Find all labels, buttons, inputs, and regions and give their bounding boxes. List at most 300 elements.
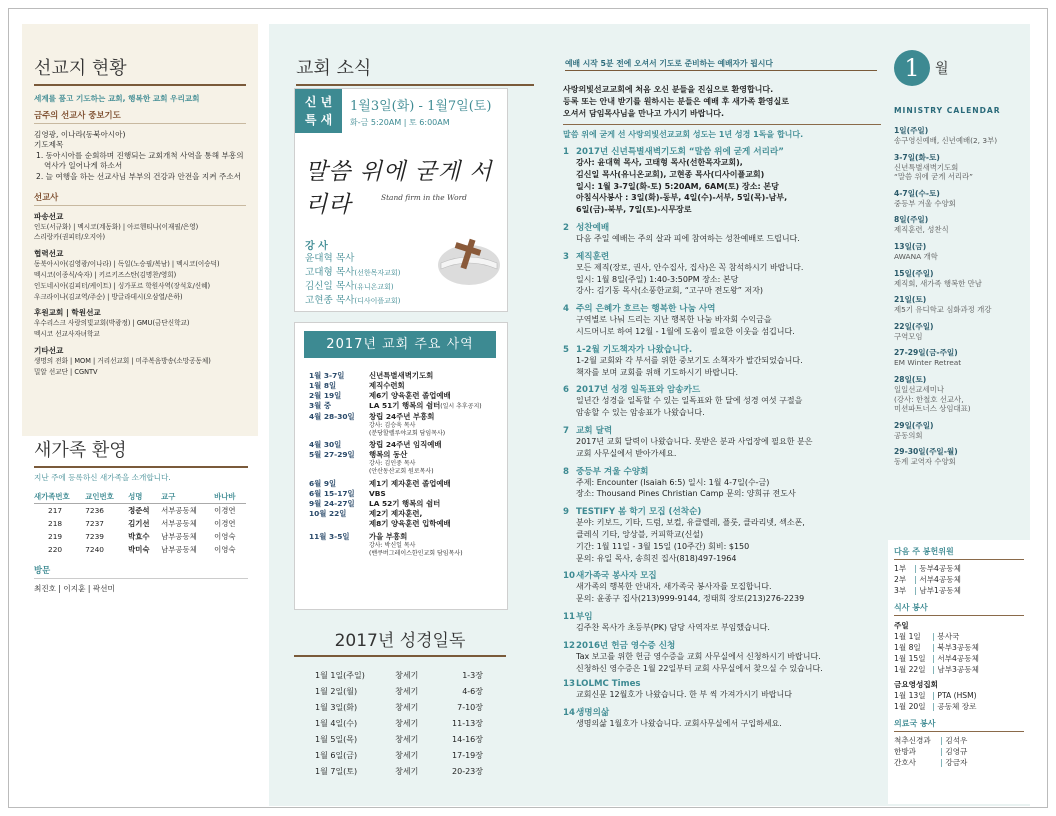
news-item-num: 12 [563,640,575,651]
group-line: 멕시코 선교사자녀학교 [34,330,100,339]
news-line: 교회 사무실에서 받아가세요. [576,448,677,458]
meal-row: 1월 13일 | PTA (HSM) [894,691,977,700]
medical-dept: 척추신경과 [894,736,931,745]
news-item-num: 3 [563,251,569,262]
event-sub: (일시 추후공지) [440,403,482,410]
table-header: 교구 [161,491,176,501]
news-item-title [563,145,881,157]
event-text: 가을 부흥회 [369,532,408,541]
news-item-heading: 부임 [576,611,593,622]
bible-cross-illustration [435,229,501,291]
calendar-date: 27-29일(금-주일) [894,348,958,358]
news-line: 책자를 보며 교회를 위해 기도하시기 바랍니다. [576,367,739,377]
missions-panel [22,24,258,436]
event-text: 신년특별새벽기도회 [369,371,434,380]
news-item-body [563,436,881,460]
calendar-desc: 송구영신예배, 신년예배(2, 3부) [894,136,998,145]
reading-chapters: 4-6장 [462,686,483,696]
reading-row [314,667,484,683]
table-row [34,530,246,543]
bible-reading-table [314,667,484,779]
calendar-date: 29일(주일) [894,420,934,430]
event-row [309,412,499,438]
table-cell: 서부공동체 [161,518,197,528]
table-cell: 김기선 [128,518,150,528]
reading-date: 1월 4일(수) [315,718,358,728]
meal-title: 식사 봉사 [894,602,1024,616]
calendar-desc: 동계 교역자 수양회 [894,457,956,467]
speaker-church: (디사이플교회) [354,297,401,305]
usher-service: 3부 [894,586,907,595]
calendar-desc: 일일선교세미나 (강사: 한철호 선교사, 미션파트너스 상임대표) [894,384,971,414]
medical-person: 강금자 [945,758,968,767]
reading-book: 창세기 [395,718,419,728]
news-item-num: 2 [563,222,569,233]
newcomers-title: 새가족 환영 [34,440,127,461]
news-item-body [563,314,881,338]
reading-chapters: 17-19장 [452,750,483,760]
news-item-title [563,383,881,395]
calendar-desc: 제직훈련, 성찬식 [894,225,949,235]
reading-row [314,747,484,763]
ministry-calendar [894,50,1034,467]
reading-book: 창세기 [395,670,419,680]
group-line: 밀알 선교단 | CGNTV [34,367,98,376]
news-line: 다음 주일 예배는 주의 살과 피에 참여하는 성찬예배로 드립니다. [576,233,800,243]
news-list [563,84,881,730]
revival-times: 화-금 5:20AM | 토 6:00AM [350,118,450,127]
event-date: 5월 27-29일 [309,450,355,459]
event-row [309,401,499,412]
news-item-num: 10 [563,571,575,582]
reading-book: 창세기 [395,766,419,776]
speaker-entry [305,294,400,308]
usher-row: 1부 | 동부4공동체 [894,564,961,573]
event-text: VBS [369,489,386,498]
revival-dates [350,95,491,114]
calendar-title: MINISTRY CALENDAR [894,106,1001,115]
calendar-date: 15일(주일) [894,268,934,278]
newcomers-table [34,490,246,556]
table-cell: 219 [48,531,63,541]
meal-sunday-list [894,631,1024,675]
news-intro-line: 등록 또는 안내 받기를 원하시는 분들은 예배 후 새가족 환영실로 [563,97,789,106]
news-header-rule [565,70,877,71]
meal-date: 1월 1일 [894,632,921,641]
revival-date-sep: - [418,99,423,114]
meal-row: 1월 8일 | 북부3공동체 [894,643,979,652]
event-text: 제8기 양육훈련 입학예배 [369,519,451,528]
usher-row: 2부 | 서부4공동체 [894,575,961,584]
table-row [34,503,246,517]
reading-date: 1월 5일(목) [315,734,358,744]
reading-chapters: 7-10장 [457,702,483,712]
news-item-heading: 주의 은혜가 흐르는 행복한 나눔 사역 [576,304,716,315]
news-item-title [563,343,881,355]
news-line: 일시: 1월 8일(주일) 1:40-3:50PM 장소: 본당 [576,274,739,284]
reading-book: 창세기 [395,702,419,712]
usher-row: 3부 | 남부1공동체 [894,586,961,595]
year-events-box [294,322,508,610]
meal-row: 1월 20일 | 공동체 장로 [894,702,977,711]
news-intro-rule [563,124,881,125]
news-item-body [563,262,881,297]
news-line: 6일(금)-북부, 7일(토)-시무장로 [576,205,692,215]
news-item-num: 5 [563,344,569,355]
event-row [309,519,499,529]
event-row [309,371,499,381]
news-item-num: 1 [563,147,569,157]
event-text: LA 52기 행복의 쉼터 [369,499,441,508]
table-cell: 남부공동체 [161,531,197,541]
year-events-list [309,371,499,558]
event-row [309,509,499,519]
reading-book: 창세기 [395,686,419,696]
news-line: 2017년 교회 달력이 나왔습니다. 못받은 분과 사업장에 필요한 분은 [576,436,813,446]
newcomers-title-rule [34,466,248,468]
group-label: 파송선교 [34,211,64,221]
missions-title: 선교지 현황 [34,58,127,79]
usher-group: 동부4공동체 [919,564,961,573]
calendar-desc: AWANA 개학 [894,251,938,261]
news-item-heading: 생명의삶 [576,708,610,719]
medical-title: 의료국 봉사 [894,718,1024,732]
news-item-title [563,679,881,689]
revival-poster [294,88,508,312]
news-line: 주제: Encounter (Isaiah 6:5) 일시: 1월 4-7일(수-금) [576,477,770,487]
news-motto: 말씀 위에 굳게 선 사랑의빛선교교회 성도는 1년 성경 1독을 합니다. [563,130,804,139]
meal-friday-list [894,690,1024,712]
news-line: 시드머니로 하여 12월 - 1월에 도움이 필요한 이웃을 섬깁니다. [576,326,795,336]
news-line: 문의: 유일 목사, 송희진 집사(818)497-1964 [576,553,737,563]
meal-date: 1월 8일 [894,643,921,652]
meal-date: 1월 22일 [894,665,926,674]
news-item-title [563,706,881,718]
news-intro [563,84,881,120]
calendar-desc: EM Winter Retreat [894,358,962,368]
news-line: 문의: 윤종구 집사(213)999-9144, 정태희 장로(213)276-2239 [576,594,805,604]
event-date: 9월 24-27일 [309,499,355,508]
event-date: 11월 3-5일 [309,532,350,541]
news-item-body [563,581,881,605]
event-date: 10월 22일 [309,509,347,518]
table-cell: 이경연 [214,518,236,528]
reading-row [314,763,484,779]
focus-missionary-name: 김영광, 이나라(동북아시아) [34,129,126,139]
news-line: 김신일 목사(유니온교회), 고현종 목사(디사이플교회) [576,169,765,179]
event-text: 제직수련회 [369,381,405,390]
event-text: 행복의 동산 [369,450,408,459]
medical-list [894,735,1024,768]
table-cell: 이경연 [214,505,236,515]
event-sub: 강사: 김인중 목사 (안산동산교회 원로목사) [369,460,434,475]
meal-row: 1월 1일 | 봉사국 [894,632,960,641]
news-item-heading: 2016년 헌금 영수증 신청 [576,640,676,651]
news-item-body [563,651,881,675]
event-date: 4월 28-30일 [309,412,355,421]
table-cell: 남부공동체 [161,544,197,554]
news-intro-line: 오셔서 담임목사님을 만나고 가시기 바랍니다. [563,109,725,118]
news-item-num: 4 [563,304,569,315]
news-item-title [563,569,881,581]
medical-person: 김석우 [945,736,968,745]
event-sub: 강사: 김승욱 목사 (분당할렐루야교회 담임목사) [369,422,446,437]
prayer-item: 1. 동아시아를 순회하며 진행되는 교회개척 사역을 통해 부흥의 역사가 일어나게 하소서 [36,150,244,171]
news-item-heading: LOLMC Times [576,679,641,690]
revival-date-end: 1월7일(토) [427,99,492,114]
news-item-body [563,233,881,245]
news-item-title [563,424,881,436]
reading-book: 창세기 [395,750,419,760]
reading-date: 1월 1일(주일) [315,670,365,680]
news-item-heading: 제직훈련 [576,251,610,262]
focus-prayer-header: 금주의 선교사 중보기도 [34,109,246,124]
revival-badge-line2: 특 새 [304,113,333,127]
news-line: 아침식사봉사 : 3일(화)-동부, 4일(수)-서부, 5일(목)-남부, [576,193,788,203]
calendar-desc: 제직회, 새가족 행복한 만남 [894,278,982,288]
news-line: 김주찬 목사가 초등부(PK) 담당 사역자로 부임했습니다. [576,622,770,632]
table-cell: 7236 [85,505,104,515]
news-item-num: 11 [563,611,575,622]
calendar-month-suffix: 월 [935,61,949,77]
revival-badge [295,89,342,133]
event-text: 제6기 양육훈련 졸업예배 [369,391,451,400]
news-item-title [563,505,881,517]
bible-reading-block [294,626,506,779]
news-item-body [563,689,881,701]
speaker-entry [305,266,400,280]
event-date: 4월 30일 [309,440,342,449]
event-date [309,519,369,529]
calendar-desc: 중등부 겨울 수양회 [894,198,956,208]
event-row [309,479,499,489]
event-sub: 강사: 박신일 목사 (밴쿠버그레이스한인교회 담임목사) [369,542,463,557]
event-row [309,499,499,509]
service-inner [894,546,1024,768]
revival-speakers-label: 강 사 [305,241,328,252]
meal-sunday-label: 주일 [894,621,909,630]
news-item-body [563,622,881,634]
usher-group: 서부4공동체 [919,575,961,584]
prayer-item: 2. 늘 여행을 하는 선교사님 부부의 건강과 안전을 지켜 주소서 [36,171,242,181]
meal-date: 1월 15일 [894,654,926,663]
speaker-entry [305,280,400,294]
news-item-heading: 2017년 성경 일독표와 암송카드 [576,385,701,396]
event-row [309,450,499,476]
news-line: 일시: 1월 3-7일(화-토) 5:20AM, 6AM(토) 장소: 본당 [576,181,779,191]
reading-row [314,715,484,731]
prayer-label: 기도제목 [34,140,64,150]
group-line: 우수리스크 사랑의빛교회(박광정) | GMU(금단신학교) [34,319,190,328]
table-cell: 220 [48,544,63,554]
bible-reading-title: 2017년 성경일독 [334,631,466,651]
table-cell: 이영숙 [214,531,236,541]
event-text: LA 51기 행복의 쉼터 [369,401,441,410]
news-line: 강사: 윤대혁 목사, 고태형 목사(선한목자교회), [576,158,743,167]
table-cell: 218 [48,518,63,528]
news-item-heading: TESTIFY 봄 학기 모집 (선착순) [576,507,702,518]
table-cell: 217 [48,505,63,515]
news-line: 모든 제직(장로, 권사, 안수집사, 집사)은 꼭 참석하시기 바랍니다. [576,262,804,272]
news-item-heading: 새가족국 봉사자 모집 [576,571,657,582]
calendar-month-circle: 1 [894,50,930,86]
medical-row: 척추신경과 | 김석우 [894,736,968,745]
event-row [309,440,499,450]
news-item-title [563,639,881,651]
usher-title: 다음 주 봉헌위원 [894,546,1024,560]
news-line: 기간: 1월 11일 - 3월 15일 (10주간) 회비: $150 [576,541,750,551]
news-item-heading: 1-2월 기도책자가 나왔습니다. [576,344,693,355]
news-item-title [563,465,881,477]
medical-person: 김영규 [945,747,968,756]
speaker-name: 윤대혁 목사 [305,253,355,264]
news-item-body [563,355,881,379]
event-date: 2월 19일 [309,391,342,400]
group-label: 협력선교 [34,249,64,259]
calendar-desc: 제5기 유디학교 심화과정 개강 [894,305,992,315]
news-item-heading: 중등부 겨울 수양회 [576,466,649,477]
news-title-rule [296,84,534,86]
group-line: 인도네시아(김피터/케이트) | 싱가포르 학원사역(장석호/신혜) [34,281,211,290]
news-line: 분야: 키보드, 기타, 드럼, 보컬, 유클렐레, 플룻, 클라리넷, 섹소폰, [576,518,805,528]
news-item-num: 13 [563,679,575,690]
event-date: 3월 중 [309,401,331,410]
visitors-list: 최진호 | 이지훈 | 곽선미 [34,583,115,593]
newcomers-panel [22,436,258,806]
news-item-heading: 성찬예배 [576,222,610,233]
calendar-date: 4-7일(수-토) [894,188,940,198]
news-line: Tax 보고를 위한 헌금 영수증을 교회 사무실에서 신청하시기 바랍니다. [576,651,821,661]
table-row [34,543,246,556]
group-line: 스리랑카(권피터/오지아) [34,233,106,242]
speaker-church: (선한목자교회) [354,269,401,277]
table-header: 새가족번호 [34,491,70,501]
calendar-date: 21일(토) [894,295,927,305]
calendar-date: 29-30일(주일-월) [894,447,958,457]
medical-dept: 간호사 [894,758,917,767]
news-line: 암송할 수 있는 암송표가 나왔습니다. [576,408,705,418]
news-item-num: 7 [563,425,569,436]
reading-date: 1월 6일(금) [315,750,358,760]
event-date: 6월 9일 [309,479,337,488]
calendar-month-header [894,50,1034,86]
event-text: 창립 24주년 부흥회 [369,412,435,421]
news-line: 장소: Thousand Pines Christian Camp 문의: 양희규 전도사 [576,489,796,499]
reading-row [314,699,484,715]
calendar-desc: 구역모임 [894,331,923,341]
table-cell: 박효수 [128,531,150,541]
calendar-date: 28일(토) [894,374,927,384]
calendar-date: 1일(주일) [894,126,929,135]
revival-date-start: 1월3일(화) [350,99,415,114]
speaker-name: 고현종 목사 [305,295,355,306]
calendar-date: 22일(주일) [894,321,934,331]
table-row [34,517,246,530]
reading-chapters: 14-16장 [452,734,483,744]
group-line: 우크라이나(김교역/주순) | 방글라데시(오삼열/은하) [34,292,183,301]
revival-english-script: Stand firm in the Word [381,193,467,202]
reading-row [314,731,484,747]
news-item-body [563,477,881,501]
revival-speakers [305,252,400,308]
group-line: 동북아시아(김영광/이나라) | 독일(노승필/복남) | 멕시코(이승덕) [34,260,220,269]
reading-book: 창세기 [395,734,419,744]
meal-group: 봉사국 [937,632,960,641]
usher-service: 2부 [894,575,907,584]
revival-calligraphy: 말씀 위에 굳게 서리라 [305,159,493,218]
usher-service: 1부 [894,564,907,573]
bible-reading-rule [294,655,506,657]
table-header: 성명 [128,491,143,501]
calendar-desc: 공동의회 [894,430,923,440]
news-item-title [563,221,881,233]
visitors-label: 방문 [34,564,248,579]
reading-date: 1월 7일(토) [315,766,358,776]
newcomers-intro: 지난 주에 등록하신 새가족을 소개합니다. [34,473,171,482]
speaker-name: 고대형 목사 [305,267,355,278]
news-line: 일년간 성경을 일독할 수 있는 일독표와 한 달에 성경 여섯 구절을 [576,396,803,406]
news-item-heading: 교회 달력 [576,425,613,436]
news-line: 생명의삶 1월호가 나왔습니다. 교회사무실에서 구입하세요. [576,719,782,729]
news-item-heading: 2017년 신년특별새벽기도회 “말씀 위에 굳게 서리라” [576,147,784,157]
reading-chapters: 20-23장 [452,766,483,776]
news-header-note: 예배 시작 5분 전에 오셔서 기도로 준비하는 예배자가 됩시다 [565,59,773,68]
news-line: 클레식 기타, 앙상블, 커피학교(신설) [576,529,704,539]
event-date: 6월 15-17일 [309,489,355,498]
news-title-block [296,54,542,86]
news-line: 강사: 김기동 목사(소풍한교회, “고구마 전도왕” 저자) [576,286,764,296]
meal-date: 1월 13일 [894,691,926,700]
news-item-num: 8 [563,466,569,477]
missions-tagline: 세계를 품고 기도하는 교회, 행복한 교회 우리교회 [34,94,200,103]
table-cell: 7240 [85,544,104,554]
news-line: 교회신문 12월호가 나왔습니다. 한 부 씩 가져가시기 바랍니다 [576,690,792,700]
event-text: 제1기 제자훈련 졸업예배 [369,479,451,488]
meal-group: 북부3공동체 [937,643,979,652]
medical-row: 한방과 | 김영규 [894,747,968,756]
news-line: 신청하신 영수증은 1월 22일부터 교회 사무실에서 찾으실 수 있습니다. [576,663,823,673]
speaker-church: (유니온교회) [354,283,394,291]
reading-chapters: 1-3장 [462,670,483,680]
meal-row: 1월 22일 | 남부3공동체 [894,665,979,674]
news-item-num: 6 [563,385,569,396]
news-title: 교회 소식 [296,58,372,79]
news-item-body [563,718,881,730]
group-line: 멕시코(이종식/숙자) | 키르키즈스탄(김명찬/영희) [34,270,177,279]
calendar-desc: 신년특별새벽기도회 “말씀 위에 굳게 서리라” [894,162,973,182]
event-row [309,391,499,401]
event-date: 1월 3-7일 [309,371,345,380]
event-row [309,381,499,391]
table-cell: 7237 [85,518,104,528]
medical-row: 간호사 | 강금자 [894,758,968,767]
table-cell: 서부공동체 [161,505,197,515]
calendar-date: 13일(금) [894,241,927,251]
event-row [309,532,499,558]
reading-date: 1월 2일(월) [315,686,358,696]
calendar-date: 3-7일(화-토) [894,152,940,162]
news-item-num: 9 [563,507,569,518]
table-cell: 이영숙 [214,544,236,554]
calendar-date: 8일(주일) [894,215,929,225]
usher-list [894,563,1024,596]
news-item-num: 14 [563,708,575,719]
revival-badge-line1: 신 년 [304,95,333,109]
news-item-body [563,517,881,564]
news-line: 1-2월 교회와 각 부서를 위한 중보기도 소책자가 발간되었습니다. [576,355,803,365]
event-row [309,489,499,499]
speaker-entry [305,252,400,266]
